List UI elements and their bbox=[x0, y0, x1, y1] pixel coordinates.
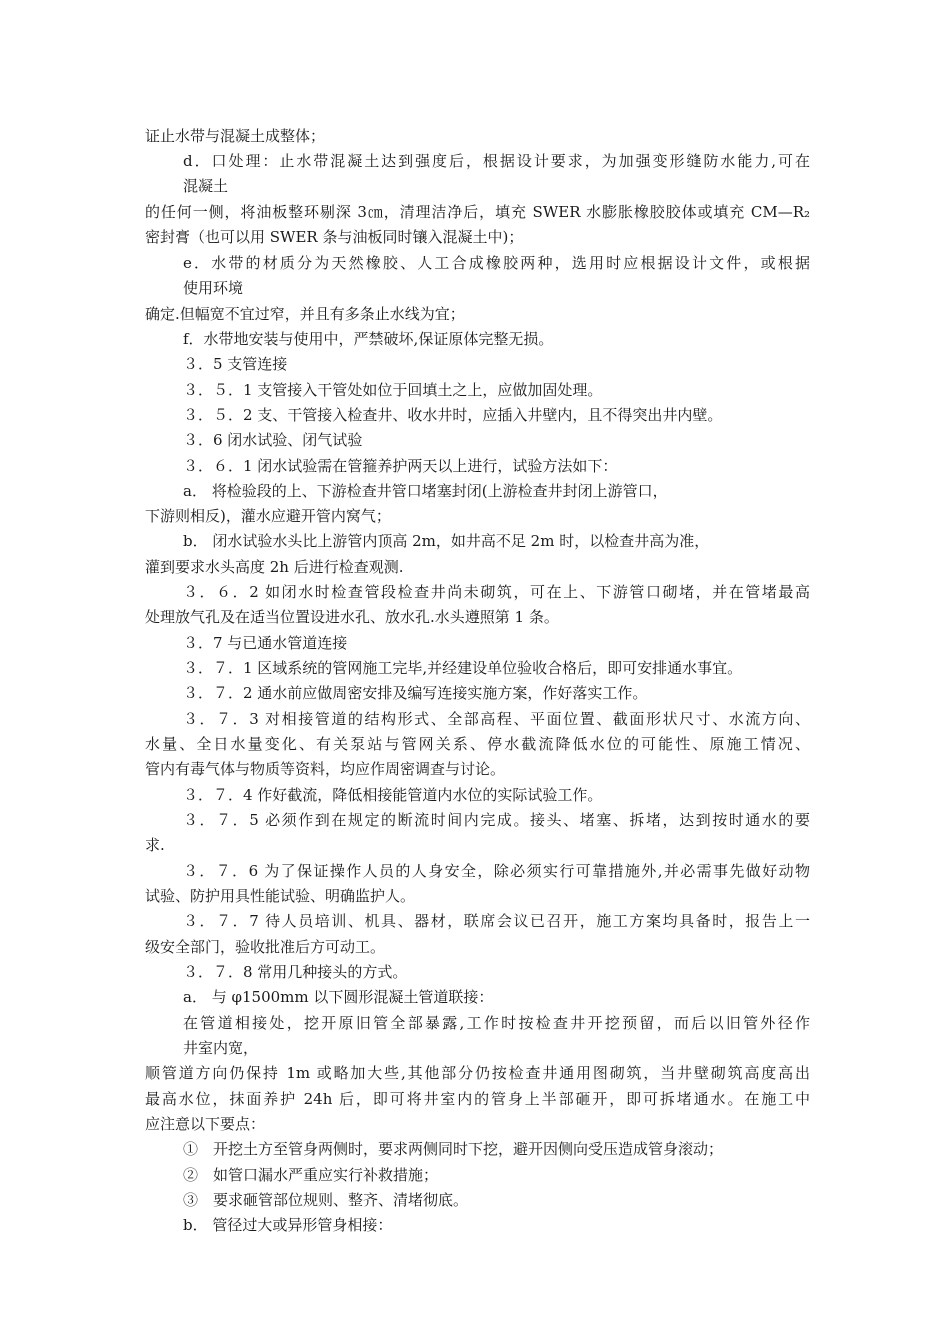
text-line: ３．５．2 支、干管接入检查井、收水井时，应插入井壁内，且不得突出井内壁。 bbox=[183, 406, 723, 424]
text-line: ３．７．7 待人员培训、机具、器材，联席会议已召开，施工方案均具备时，报告上一 bbox=[183, 912, 810, 930]
text-line: f．水带地安装与使用中，严禁破坏,保证原体完整无损。 bbox=[183, 330, 554, 348]
text-line: 最高水位，抹面养护 24h 后，即可将井室内的管身上半部砸开，即可拆堵通水。在施工中 bbox=[145, 1090, 810, 1108]
text-line: a． 将检验段的上、下游检查井管口堵塞封闭(上游检查井封闭上游管口， bbox=[183, 482, 668, 500]
text-line: ３．７．3 对相接管道的结构形式、全部高程、平面位置、截面形状尺寸、水流方向、 bbox=[183, 710, 810, 728]
text-line: ３．７．6 为了保证操作人员的人身安全，除必须实行可靠措施外,并必需事先做好动物 bbox=[183, 862, 810, 880]
text-line: a． 与 φ1500mm 以下圆形混凝土管道联接： bbox=[183, 988, 494, 1006]
text-line: 水量、全日水量变化、有关泵站与管网关系、停水截流降低水位的可能性、原施工情况、 bbox=[145, 735, 810, 753]
text-line: 灌到要求水头高度 2h 后进行检查观测. bbox=[145, 558, 404, 576]
text-line: 密封膏（也可以用 SWER 条与油板同时镶入混凝土中)； bbox=[145, 228, 524, 246]
text-line: 使用环境 bbox=[183, 279, 244, 297]
text-line: 下游则相反)，灌水应避开管内窝气； bbox=[145, 507, 391, 525]
text-line: 在管道相接处，挖开原旧管全部暴露,工作时按检查井开挖预留，而后以旧管外径作 bbox=[183, 1014, 810, 1032]
text-line: 求. bbox=[145, 836, 165, 854]
section-heading: ３．6 闭水试验、闭气试验 bbox=[183, 431, 363, 449]
text-line: ３．５．1 支管接入干管处如位于回填土之上，应做加固处理。 bbox=[183, 381, 603, 399]
text-line: d．口处理：止水带混凝土达到强度后，根据设计要求，为加强变形缝防水能力,可在 bbox=[183, 152, 810, 170]
text-line: 管内有毒气体与物质等资料，均应作周密调查与讨论。 bbox=[145, 760, 506, 778]
text-line: 级安全部门，验收批准后方可动工。 bbox=[145, 938, 386, 956]
text-line: ３．７．1 区域系统的管网施工完毕,并经建设单位验收合格后，即可安排通水事宜。 bbox=[183, 659, 743, 677]
text-line: b． 管径过大或异形管身相接： bbox=[183, 1216, 393, 1234]
text-line: ３．７．8 常用几种接头的方式。 bbox=[183, 963, 408, 981]
text-line: 混凝土 bbox=[183, 177, 229, 195]
text-line: 处理放气孔及在适当位置设进水孔、放水孔.水头遵照第 1 条。 bbox=[145, 608, 559, 626]
text-line: ３．７．2 通水前应做周密安排及编写连接实施方案，作好落实工作。 bbox=[183, 684, 648, 702]
list-item: ② 如管口漏水严重应实行补救措施； bbox=[183, 1166, 439, 1184]
section-heading: ３．7 与已通水管道连接 bbox=[183, 634, 348, 652]
list-item: ① 开挖土方至管身两侧时，要求两侧同时下挖，避开因侧向受压造成管身滚动； bbox=[183, 1140, 724, 1158]
text-line: 顺管道方向仍保持 1m 或略加大些,其他部分仍按检查井通用图砌筑，当井壁砌筑高度高出 bbox=[145, 1064, 810, 1082]
text-line: 井室内宽， bbox=[183, 1039, 259, 1057]
text-line: ３．７．4 作好截流，降低相接能管道内水位的实际试验工作。 bbox=[183, 786, 603, 804]
text-line: 试验、防护用具性能试验、明确监护人。 bbox=[145, 887, 416, 905]
section-heading: ３．5 支管连接 bbox=[183, 355, 288, 373]
list-item: ③ 要求砸管部位规则、整齐、清堵彻底。 bbox=[183, 1191, 469, 1209]
text-line: 确定.但幅宽不宜过窄，并且有多条止水线为宜； bbox=[145, 305, 465, 323]
text-line: 证止水带与混凝土成整体； bbox=[145, 127, 326, 145]
text-line: 的任何一侧，将油板整环剔深 3㎝，清理洁净后，填充 SWER 水膨胀橡胶胶体或填充 CM—R₂ bbox=[145, 203, 810, 221]
text-line: ３．６．1 闭水试验需在管箍养护两天以上进行，试验方法如下： bbox=[183, 457, 618, 475]
text-line: b． 闭水试验水头比上游管内顶高 2m，如井高不足 2m 时，以检查井高为准， bbox=[183, 532, 710, 550]
text-line: ３．７．5 必须作到在规定的断流时间内完成。接头、堵塞、拆堵，达到按时通水的要 bbox=[183, 811, 810, 829]
text-line: 应注意以下要点： bbox=[145, 1115, 266, 1133]
text-line: e．水带的材质分为天然橡胶、人工合成橡胶两种，选用时应根据设计文件，或根据 bbox=[183, 254, 810, 272]
text-line: ３．６．2 如闭水时检查管段检查井尚未砌筑，可在上、下游管口砌堵，并在管堵最高 bbox=[183, 583, 810, 601]
